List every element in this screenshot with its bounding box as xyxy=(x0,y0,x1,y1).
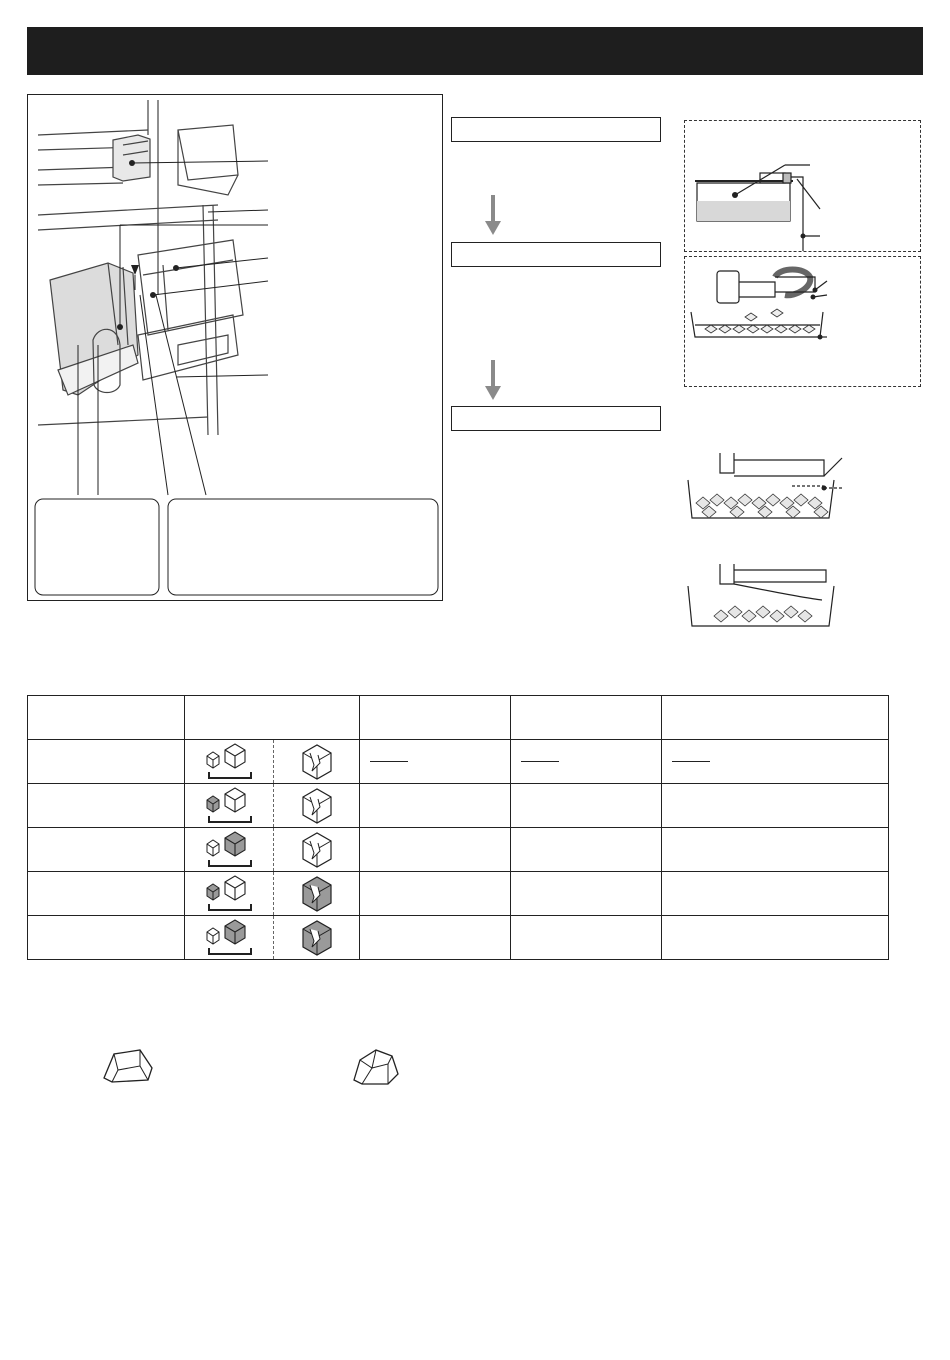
cube-ice-icon xyxy=(201,786,257,826)
table-cell xyxy=(360,916,511,960)
table-cell xyxy=(662,916,889,960)
ice-icons-cell xyxy=(185,916,360,960)
table-row xyxy=(28,872,889,916)
table-cell xyxy=(360,828,511,872)
water-tank-illustration xyxy=(685,121,920,251)
dash-mark xyxy=(521,761,559,762)
row-label-cell xyxy=(28,784,185,828)
water-tank-diagram xyxy=(684,120,921,252)
table-cell xyxy=(662,872,889,916)
bin-full-illustration xyxy=(684,448,850,523)
dash-mark xyxy=(370,761,408,762)
table-cell xyxy=(662,784,889,828)
ice-icons-cell xyxy=(185,784,360,828)
cube-ice-icon xyxy=(201,830,257,870)
table-header-row xyxy=(28,696,889,740)
crushed-ice-icon xyxy=(300,831,334,869)
table-cell xyxy=(662,740,889,784)
dash-mark xyxy=(672,761,710,762)
cube-ice-icon xyxy=(201,874,257,914)
row-label-cell xyxy=(28,916,185,960)
table-header-cell xyxy=(28,696,185,740)
table-cell xyxy=(360,740,511,784)
ice-nugget-icon xyxy=(100,1044,158,1086)
table-cell xyxy=(511,872,662,916)
crushed-ice-icon xyxy=(300,787,334,825)
table-row xyxy=(28,740,889,784)
table-row xyxy=(28,916,889,960)
table-header-cell xyxy=(511,696,662,740)
ice-icons-cell xyxy=(185,740,360,784)
row-label-cell xyxy=(28,872,185,916)
cube-ice-icon xyxy=(201,742,257,782)
step-1-box xyxy=(451,117,661,142)
header-bar xyxy=(27,27,923,75)
ice-chunk-icon xyxy=(350,1044,402,1088)
row-label-cell xyxy=(28,740,185,784)
row-label-cell xyxy=(28,828,185,872)
freezer-illustration-panel xyxy=(27,94,443,601)
step-2-box xyxy=(451,242,661,267)
cube-ice-icon xyxy=(201,918,257,958)
table-cell xyxy=(511,740,662,784)
table-header-cell xyxy=(662,696,889,740)
table-row xyxy=(28,828,889,872)
down-arrow-icon xyxy=(484,360,502,400)
down-arrow-icon xyxy=(484,195,502,235)
table-cell xyxy=(511,828,662,872)
crushed-ice-icon xyxy=(300,919,334,957)
table-cell xyxy=(511,784,662,828)
table-cell xyxy=(511,916,662,960)
ice-mode-table xyxy=(27,695,889,960)
table-row xyxy=(28,784,889,828)
freezer-interior-illustration xyxy=(28,95,442,600)
bin-partial-illustration xyxy=(684,560,844,632)
table-header-cell xyxy=(185,696,360,740)
table-header-cell xyxy=(360,696,511,740)
crushed-ice-icon xyxy=(300,743,334,781)
ice-tray-illustration xyxy=(685,257,920,386)
table-cell xyxy=(662,828,889,872)
table-cell xyxy=(360,784,511,828)
crushed-ice-icon xyxy=(300,875,334,913)
ice-icons-cell xyxy=(185,828,360,872)
table-cell xyxy=(360,872,511,916)
ice-icons-cell xyxy=(185,872,360,916)
ice-tray-diagram xyxy=(684,256,921,387)
step-3-box xyxy=(451,406,661,431)
